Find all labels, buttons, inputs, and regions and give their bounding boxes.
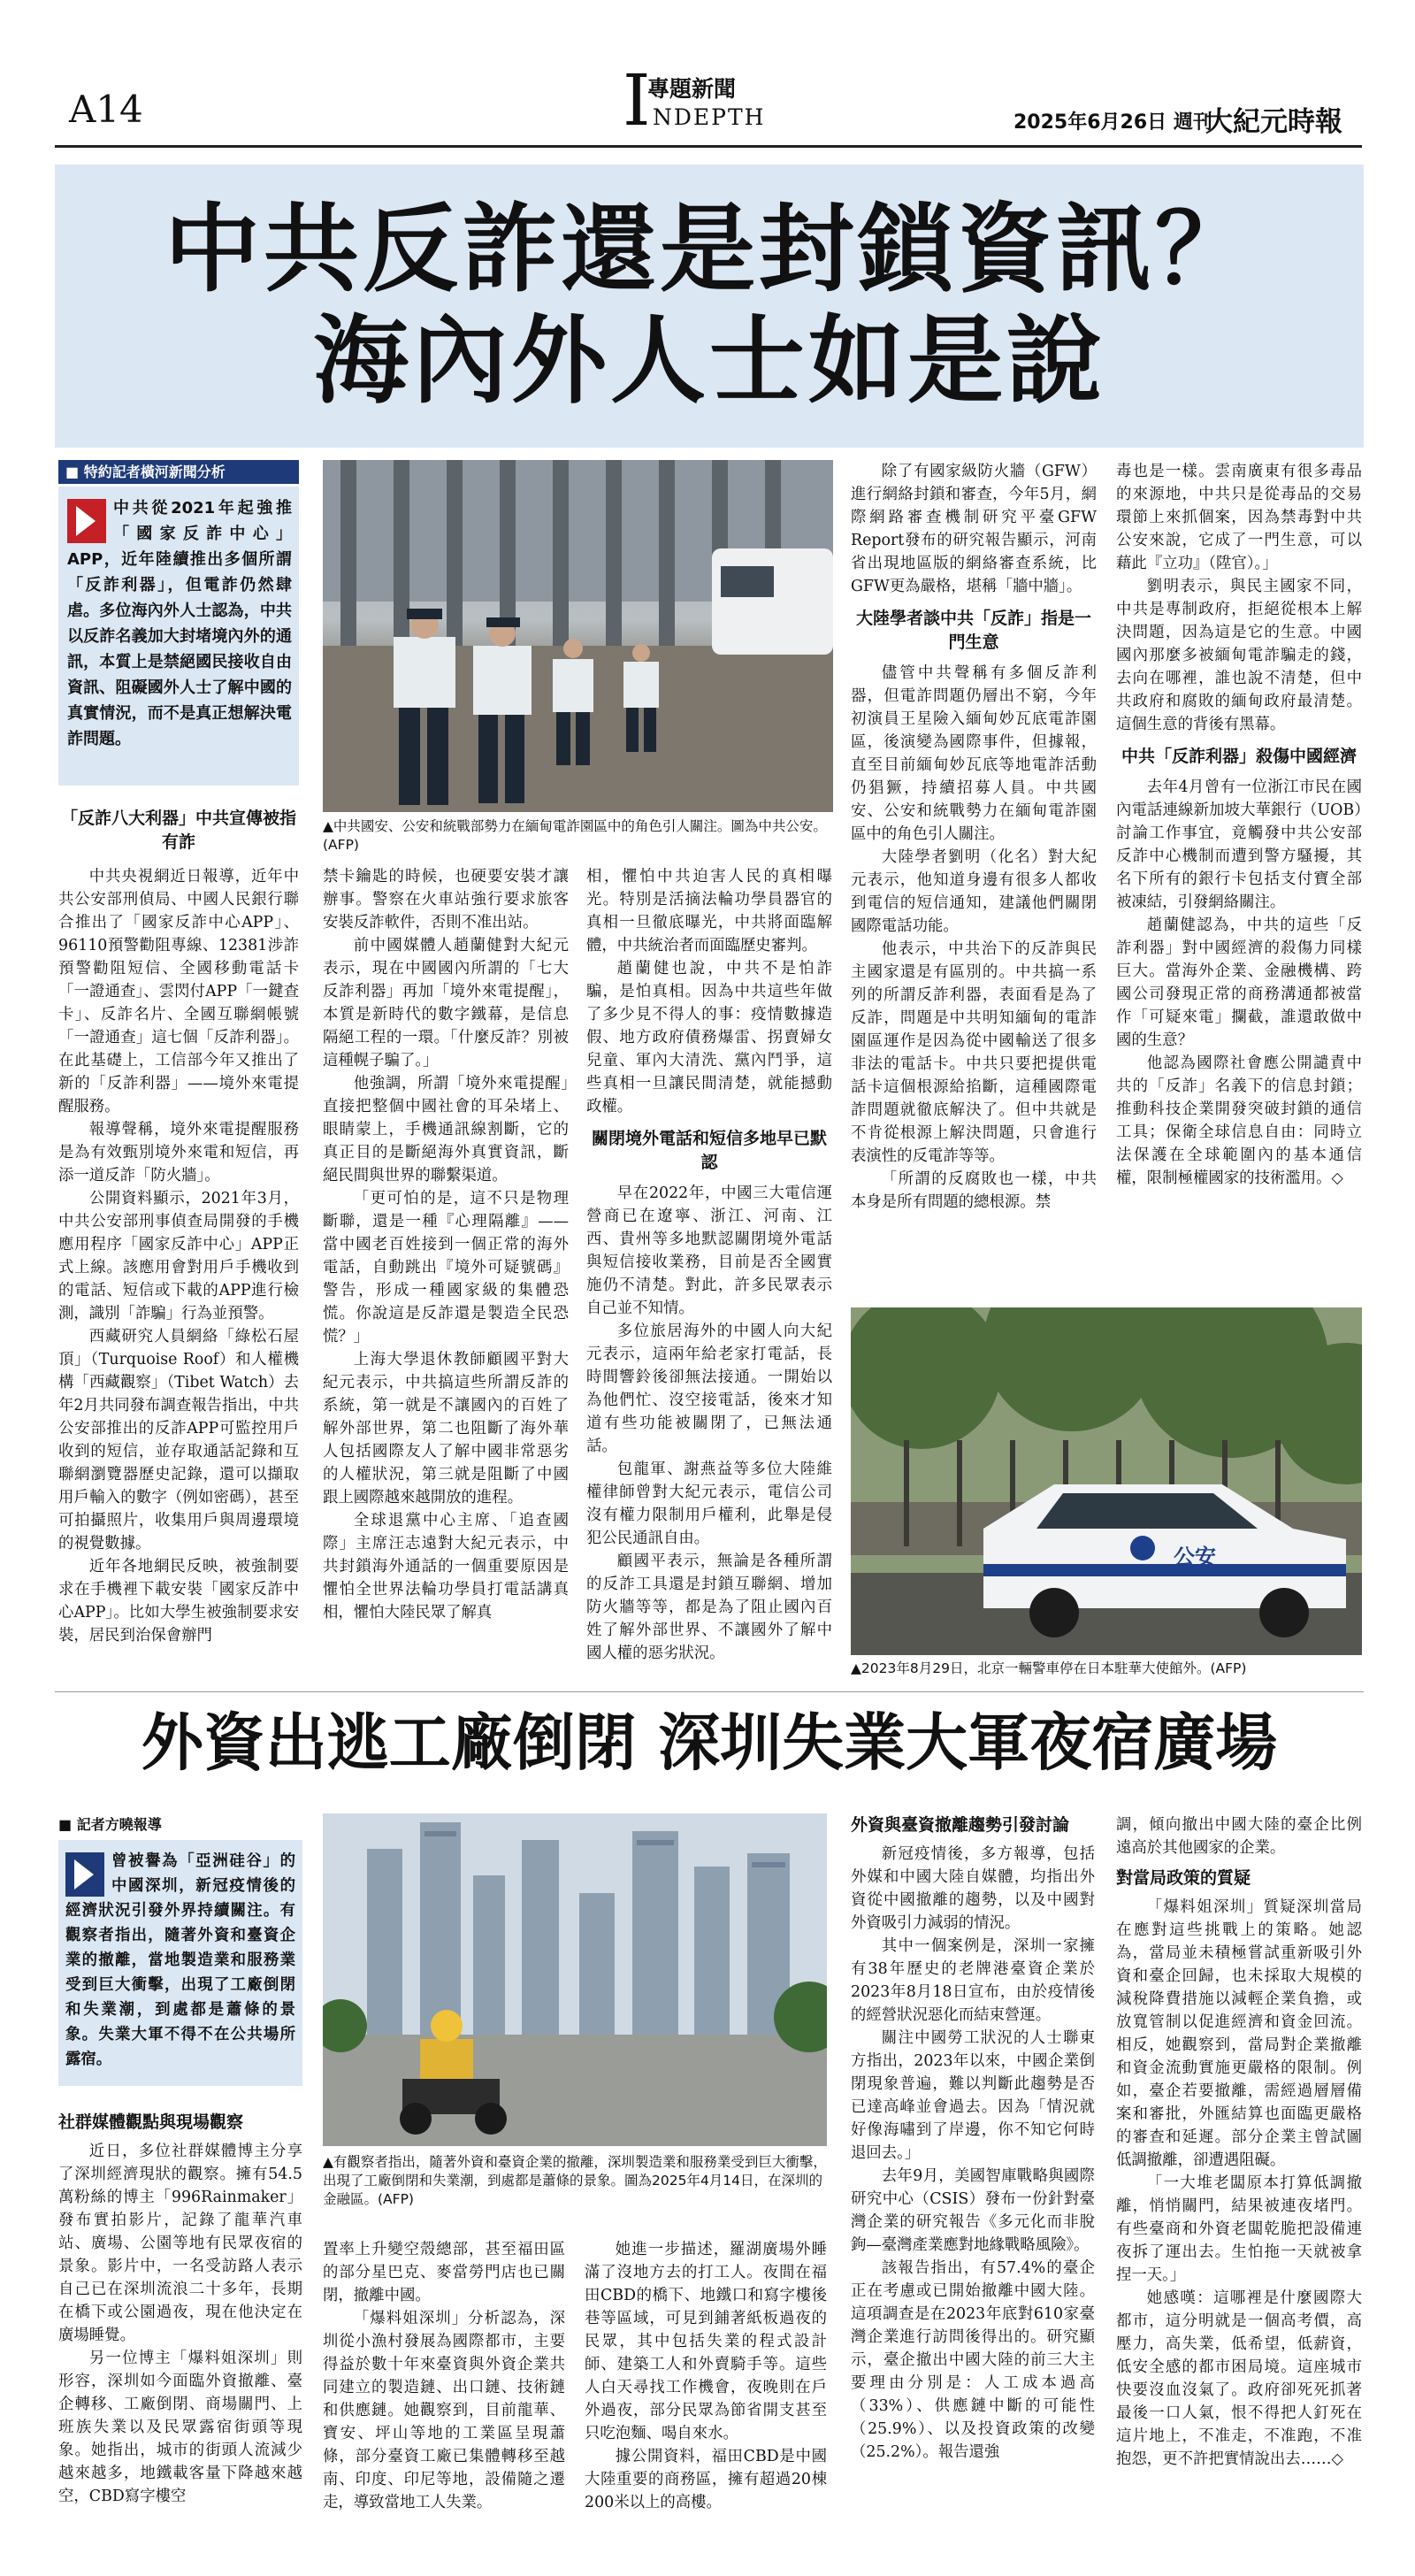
paragraph: 調，傾向撤出中國大陸的臺企比例遠高於其他國家的企業。 (1116, 1816, 1362, 1857)
paragraph: 近日，多位社群媒體博主分享了深圳經濟現狀的觀察。擁有54.5萬粉絲的博主「996Rainmaker」發布實拍影片，記錄了龍華汽車站、廣場、公園等地有民眾夜宿的景象。影片中，一名受訪路人表示自己已在深圳流浪二十多年，長期在橋下或公園過夜，現在他決定在廣場睡覺。 (58, 2143, 302, 2344)
story1-column-1 (58, 865, 299, 1697)
paragraph: 去年4月曾有一位浙江市民在國內電話連線新加坡大華銀行（UOB）討論工作事宜，竟觸發中共公安部反詐中心機制而遭到警方騷擾，其名下所有的銀行卡包括支付寶全部被凍結，引發網絡關注。 (1116, 778, 1362, 911)
paragraph: 其中一個案例是，深圳一家擁有38年歷史的老牌港臺資企業於2023年8月18日宣布，由於疫情後的經營狀況惡化而結束營運。 (851, 1937, 1095, 2024)
story2-byline-text: 記者方曉報導 (76, 1816, 162, 1833)
play-arrow-icon (65, 1852, 104, 1897)
play-arrow-icon (67, 499, 106, 543)
newspaper-name: 大紀元時報 (1205, 106, 1342, 138)
story1-byline: ■ 特約記者橫河新聞分析 (58, 460, 299, 484)
paragraph: 新冠疫情後，多方報導，包括外媒和中國大陸自媒體，均指出外資從中國撤離的趨勢，以及中國對外資吸引力減弱的情況。 (851, 1845, 1095, 1932)
issue-date: 2025年6月26日 週刊 (1013, 111, 1212, 134)
paragraph: 西藏研究人員網絡「綠松石屋頂」（Turquoise Roof）和人權機構「西藏觀察」（Tibet Watch）去年2月共同發布調查報告指出，中共公安部推出的反詐APP可監控用戶收到的短信，並存取通話記錄和互聯網瀏覽器歷史記錄，還可以擷取用戶輸入的數字（例如密碼），甚至可拍攝照片，收集用戶與周邊環境的視覺數據。 (58, 1328, 299, 1552)
paragraph: 「所謂的反腐敗也一樣，中共本身是所有問題的總根源。禁 (851, 1170, 1097, 1211)
story1-headline-line1: 中共反詐還是封鎖資訊？ (164, 194, 1254, 305)
story2-column-4 (851, 1813, 1095, 2560)
story1-col1-heading: 「反詐八大利器」中共宣傳被指有詐 (60, 809, 296, 852)
paragraph: 中共央視網近日報導，近年中共公安部刑偵局、中國人民銀行聯合推出了「國家反詐中心APP」、96110預警勸阻專線、12381涉詐預警勸阻短信、全國移動電話卡「一證通查」、雲閃付APP「一鍵查卡」、反詐名片、全國互聯網帳號「一證通查」這七個「反詐利器」。在此基礎上，工信部今年又推出了新的「反詐利器」——境外來電提醒服務。 (58, 868, 299, 1116)
paragraph: 趙蘭健也說，中共不是怕詐騙，是怕真相。因為中共這些年做了多少見不得人的事：疫情數據造假、地方政府債務爆雷、拐賣婦女兒童、軍內大清洗、黨內鬥爭，這些真相一旦讓民間清楚，就能撼動政權。 (586, 960, 832, 1116)
paragraph: 他表示，中共治下的反詐與民主國家還是有區別的。中共搞一系列的所謂反詐利器，表面看是為了反詐，問題是中共明知緬甸的電詐園區運作是因為從中國輸送了很多非法的電話卡。中共只要把提供電話卡這個根源給掐斷，這種國際電詐問題就徹底解決了。但中共就是不肯從根源上解決問題，只會進行表演性的反電詐等等。 (851, 940, 1097, 1165)
paragraph: 她進一步描述，羅湖廣場外睡滿了沒地方去的打工人。夜間在福田CBD的橋下、地鐵口和寫字樓後巷等區域，可見到鋪著紙板過夜的民眾，其中包括失業的程式設計師、建築工人和外賣騎手等。這些人白天尋找工作機會，夜晚則在戶外過夜，部分民眾為節省開支甚至只吃泡麵、喝自來水。 (585, 2241, 827, 2442)
paragraph: 趙蘭健認為，中共的這些「反詐利器」對中國經濟的殺傷力同樣巨大。當海外企業、金融機構、跨國公司發現正常的商務溝通都被當作「可疑來電」攔截，誰還敢做中國的生意？ (1116, 916, 1362, 1049)
paragraph: 儘管中共聲稱有多個反詐利器，但電詐問題仍層出不窮，今年初演員王星險入緬甸妙瓦底電詐園區，後演變為國際事件，但據報，直至目前緬甸妙瓦底等地電詐活動仍猖獗，持續招募人員。中共國安、公安和統戰勢力在緬甸電詐園區中的角色引人關注。 (851, 664, 1097, 843)
paragraph: 顧國平表示，無論是各種所謂的反詐工具還是封鎖互聯網、增加防火牆等等，都是為了阻止國內百姓了解外部世界、不讓國外了解中國人權的惡劣狀況。 (586, 1552, 832, 1662)
story2-col5-heading: 對當局政策的質疑 (1116, 1868, 1251, 1888)
section-title-initial: I (623, 59, 651, 142)
paragraph: 相，懼怕中共迫害人民的真相曝光。特別是活摘法輪功學員器官的真相一旦徹底曝光，中共將面臨解體，中共統治者而面臨歷史審判。 (586, 868, 832, 954)
paragraph: 「爆料姐深圳」質疑深圳當局在應對這些挑戰上的策略。她認為，當局並未積極嘗試重新吸引外資和臺企回歸，也未採取大規模的減稅降費措施以減輕企業負擔，或放寬管制以促進經濟和資金回流。相反，她觀察到，當局對企業撤離和資金流動實施更嚴格的限制。例如，臺企若要撤離，需經過層層備案和審批，外匯結算也面臨更嚴格的審查和延遲。部分企業主曾試圖低調撤離，卻遭遇阻礙。 (1116, 1898, 1362, 2169)
story1-column-3 (586, 865, 832, 1697)
police-officers-photo (323, 460, 833, 812)
paragraph: 「更可怕的是，這不只是物理斷聯，還是一種『心理隔離』——當中國老百姓接到一個正常的海外電話，自動跳出『境外可疑號碼』警告，形成一種國家級的集體恐慌。你說這是反詐還是製造全民恐慌？」 (323, 1190, 569, 1346)
paragraph: 另一位博主「爆料姐深圳」則形容，深圳如今面臨外資撤離、臺企轉移、工廠倒閉、商場關門、上班族失業以及民眾露宿街頭等現象。她指出，城市的街頭人流減少越來越多，地鐵載客量下降越來越空，CBD寫字樓空 (58, 2350, 302, 2505)
paragraph: 劉明表示，與民主國家不同，中共是專制政府，拒絕從根本上解決問題，因為這是它的生意。中國國內那麼多被緬甸電詐騙走的錢，去向在哪裡，誰也說不清楚，但中共政府和腐敗的緬甸政府最清楚。這個生意的背後有黑幕。 (1116, 578, 1362, 733)
section-title-en: NDEPTH (653, 104, 766, 130)
header-rule (55, 145, 1362, 148)
shenzhen-financial-district-photo (323, 1813, 827, 2146)
paragraph: 包龍軍、謝燕益等多位大陸維權律師曾對大紀元表示，電信公司沒有權力限制用戶權利，此舉是侵犯公民通訊自由。 (586, 1460, 832, 1547)
story2-byline: ■ 記者方曉報導 (58, 1816, 162, 1833)
paragraph: 多位旅居海外的中國人向大紀元表示，這兩年給老家打電話，長時間響鈴後卻無法接通。一開始以為他們忙、沒空接電話，後來才知道有些功能被關閉了，已無法通話。 (586, 1322, 832, 1455)
story1-lead-text: 中共從2021年起強推「國家反詐中心」APP，近年陸續推出多個所謂「反詐利器」，但電詐仍然肆虐。多位海內外人士認為，中共以反詐名義加大封堵境內外的通訊，本質上是禁絕國民接收自由資訊、阻礙國外人士了解中國的真實情況，而不是真正想解決電詐問題。 (67, 499, 292, 748)
police-car-label: 公安 (1174, 1545, 1216, 1569)
story1-col4-heading: 大陸學者談中共「反詐」指是一門生意 (855, 609, 1091, 652)
paragraph: 除了有國家級防火牆（GFW）進行網絡封鎖和審查，今年5月，網際網路審查機制研究平臺GFW Report發布的研究報告顯示，河南省出現地區版的網絡審查系統，比GFW更為嚴格，堪稱「牆中牆」。 (851, 463, 1097, 595)
paragraph: 近年各地網民反映，被強制要求在手機裡下載安裝「國家反詐中心APP」。比如大學生被強制要求安裝，居民到治保會辦門 (58, 1558, 299, 1644)
story1-column-4 (851, 460, 1097, 1296)
story2-column-3 (585, 2238, 827, 2560)
paragraph: 他認為國際社會應公開譴責中共的「反詐」名義下的信息封鎖；推動科技企業開發突破封鎖的通信工具；保衛全球信息自由：同時立法保護在全球範圍內的基本通信權，限制極權國家的技術濫用。◇ (1116, 1054, 1362, 1187)
paragraph: 毒也是一樣。雲南廣東有很多毒品的來源地，中共只是從毒品的交易環節上來抓個案，因為禁毒對中共公安來說，它成了一門生意，可以藉此『立功』（陞官）。」 (1116, 463, 1362, 572)
paragraph: 「一大堆老闆原本打算低調撤離，悄悄關門，結果被連夜堵門。有些臺商和外資老闆乾脆把設備連夜拆了運出去。生怕拖一天就被拿捏一天。」 (1116, 2174, 1362, 2284)
story2-col4-heading: 外資與臺資撤離趨勢引發討論 (851, 1815, 1070, 1835)
paragraph: 全球退黨中心主席、「追查國際」主席汪志遠對大紀元表示，中共封鎖海外通話的一個重要原因是懼怕全世界法輪功學員打電話講真相，懼怕大陸民眾了解真 (323, 1512, 569, 1622)
story1-column-5 (1116, 460, 1362, 1296)
story2-lead-text: 曾被譽為「亞洲硅谷」的中國深圳，新冠疫情後的經濟狀況引發外界持續關注。有觀察者指出，隨著外資和臺資企業的撤離，當地製造業和服務業受到巨大衝擊，出現了工廠倒閉和失業潮，到處都是蕭條的景象。失業大軍不得不在公共場所露宿。 (65, 1852, 295, 2068)
story1-lead (67, 495, 292, 752)
story1-byline-text: 特約記者橫河新聞分析 (83, 464, 226, 480)
story1-col3-heading: 關閉境外電話和短信多地早已默認 (591, 1129, 827, 1172)
police-car-photo (851, 1307, 1362, 1655)
paragraph: 公開資料顯示，2021年3月，中共公安部刑事偵查局開發的手機應用程序「國家反詐中心」APP正式上線。該應用會對用戶手機收到的電話、短信或下載的APP進行檢測，識別「詐騙」行為並預警。 (58, 1190, 299, 1322)
story2-column-1 (58, 2104, 302, 2560)
shenzhen-photo-caption: ▲有觀察者指出，隨著外資和臺資企業的撤離，深圳製造業和服務業受到巨大衝擊，出現了工廠倒閉和失業潮，到處都是蕭條的景象。圖為2025年4月14日，在深圳的金融區。(AFP) (323, 2154, 827, 2207)
paragraph: 前中國媒體人趙蘭健對大紀元表示，現在中國國內所謂的「七大反詐利器」再加「境外來電提醒」，本質是新時代的數字鐵幕，是信息隔絕工程的一環。「什麼反詐？別被這種幌子騙了。」 (323, 937, 569, 1070)
page-number: A14 (69, 88, 143, 131)
police-car-caption: ▲2023年8月29日，北京一輛警車停在日本駐華大使館外。(AFP) (851, 1660, 1247, 1676)
paragraph: 去年9月，美國智庫戰略與國際研究中心（CSIS）發布一份針對臺灣企業的研究報告《多元化而非脫鉤—臺灣產業應對地緣戰略風險》。 (851, 2167, 1095, 2254)
paragraph: 置率上升變空殼總部，甚至福田區的部分星巴克、麥當勞門店也已關閉，撤離中國。 (323, 2241, 565, 2304)
story2-column-2 (323, 2238, 565, 2560)
paragraph: 該報告指出，有57.4%的臺企正在考慮或已開始撤離中國大陸。這項調查是在2023年底對610家臺灣企業進行訪問後得出的。研究顯示，臺企撤出中國大陸的前三大主要理由分別是：人工成本過高（33%）、供應鏈中斷的可能性（25.9%）、以及投資政策的改變（25.2%）。報告還強 (851, 2259, 1095, 2461)
paragraph: 他強調，所謂「境外來電提醒」直接把整個中國社會的耳朵堵上、眼睛蒙上，手機通訊線割斷，它的真正目的是斷絕海外真實資訊，斷絕民間與世界的聯繫渠道。 (323, 1075, 569, 1184)
story2-column-5 (1116, 1813, 1362, 2560)
section-title-cn: 專題新聞 (647, 76, 737, 102)
police-photo-caption: ▲中共國安、公安和統戰部勢力在緬甸電詐園區中的角色引人關注。圖為中共公安。(AFP) (323, 818, 827, 853)
paragraph: 上海大學退休教師顧國平對大紀元表示，中共搞這些所謂反詐的系統，第一就是不讓國內的百姓了解外部世界，第二也阻斷了海外華人包括國際友人了解中國非常惡劣的人權狀況，第三就是阻斷了中國跟上國際越來越開放的進程。 (323, 1351, 569, 1506)
paragraph: 禁卡鑰匙的時候，也硬要安裝才讓辦事。警察在火車站強行要求旅客安裝反詐軟件，否則不准出站。 (323, 868, 569, 932)
story1-headline-line2: 海內外人士如是說 (312, 305, 1105, 417)
story-divider (55, 1691, 1364, 1692)
paragraph: 據公開資料，福田CBD是中國大陸重要的商務區，擁有超過20棟200米以上的高樓。 (585, 2448, 827, 2511)
story1-headline-box (55, 165, 1364, 448)
paragraph: 早在2022年，中國三大電信運營商已在遼寧、浙江、河南、江西、貴州等多地默認關閉境外電話與短信接收業務，目前是否全國實施仍不清楚。對此，許多民眾表示自己並不知情。 (586, 1184, 832, 1317)
paragraph: 「爆料姐深圳」分析認為，深圳從小漁村發展為國際都市，主要得益於數十年來臺資與外資企業共同建立的製造鏈、出口鏈、技術鏈和供應鏈。她觀察到，目前龍華、寶安、坪山等地的工業區呈現蕭條，部分臺資工廠已集體轉移至越南、印度、印尼等地，設備隨之遷走，導致當地工人失業。 (323, 2310, 565, 2511)
paragraph: 關注中國勞工狀況的人士聯東方指出，2023年以來，中國企業倒閉現象普遍，難以判斷此趨勢是否已達高峰並會過去。因為「情況就好像海嘯到了岸邊，你不知它何時退回去。」 (851, 2029, 1095, 2162)
story2-col1-heading: 社群媒體觀點與現場觀察 (58, 2112, 244, 2132)
paragraph: 她感嘆：這哪裡是什麼國際大都市，這分明就是一個高考價，高壓力，高失業，低希望，低薪資，低安全感的都市困局境。這座城市快要沒血沒氣了。政府卻死死抓著最後一口人氣，恨不得把人釘死在這片地上，不准走，不准跑，不准抱怨，更不許把實情說出去……◇ (1116, 2289, 1362, 2468)
story2-lead (65, 1849, 295, 2072)
page-header (0, 0, 1415, 159)
story1-column-2 (323, 865, 569, 1697)
story1-col5-heading: 中共「反詐利器」殺傷中國經濟 (1121, 747, 1357, 766)
paragraph: 報導聲稱，境外來電提醒服務是為有效甄別境外來電和短信，再添一道反詐「防火牆」。 (58, 1121, 299, 1184)
paragraph: 大陸學者劉明（化名）對大紀元表示，他知道身邊有很多人都收到電信的短信通知，建議他們關閉國際電話功能。 (851, 848, 1097, 935)
story2-headline: 外資出逃工廠倒閉 深圳失業大軍夜宿廣場 (141, 1706, 1278, 1779)
